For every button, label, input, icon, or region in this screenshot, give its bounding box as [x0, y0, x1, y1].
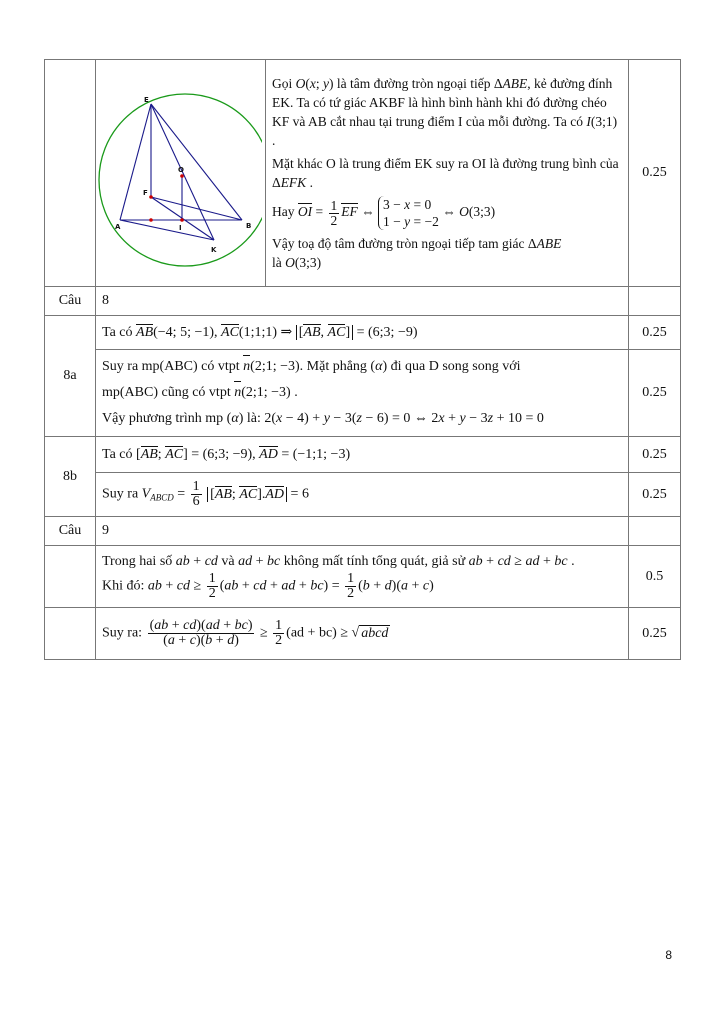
score-cell: 0.25 [629, 60, 681, 287]
empty-cell [45, 608, 96, 660]
para-1: Gọi O(x; y) là tâm đường tròn ngoại tiếp ΔABE, kẻ đường đính EK. Ta có tứ giác AKBF là hình bình hành khi đó đường chéo KF và AB cắt nhau tại trung điểm I của mỗi đường. Ta có I(3;1) . [272, 76, 618, 148]
score-8a-1: 0.25 [629, 316, 681, 350]
row-cau9 [45, 517, 681, 546]
line-8b-1: Ta có [AB; AC] = (6;3; −9), AD = (−1;1; −3) [96, 437, 629, 473]
row-cau8 [45, 287, 681, 316]
row-8b-2 [45, 473, 681, 517]
score-9-2: 0.25 [629, 608, 681, 660]
line-9-2: Suy ra: $\frac{(ab + cd)(ad + bc)}{(a + c)(b + d)}$ ≥ $\frac{1}{2}$ (ad + bc) ≥ √ abcd [96, 608, 629, 660]
line-8a-1: Ta có AB(−4; 5; −1), AC(1;1;1) ⇒ [AB, AC] = (6;3; −9) [96, 316, 629, 350]
cau-label: Câu [45, 517, 96, 546]
label-F: F [143, 189, 148, 197]
cau-label: Câu [45, 287, 96, 316]
row-9-2 [45, 608, 681, 660]
cau-number: 9 [96, 517, 629, 546]
para-4: Vậy toạ độ tâm đường tròn ngoại tiếp tam giác ΔABE là O(3;3) [272, 236, 562, 270]
para-2: Mặt khác O là trung điểm EK suy ra OI là đường trung bình của ΔEFK . [272, 156, 619, 190]
explanation-cell [266, 60, 629, 287]
part-label-8b: 8b [45, 437, 96, 517]
row-8a-1 [45, 316, 681, 350]
label-A: A [115, 223, 121, 231]
empty-score [629, 517, 681, 546]
row-9-1 [45, 546, 681, 608]
score-8a-2: 0.25 [629, 350, 681, 437]
empty-cell [45, 546, 96, 608]
label-O: O [178, 166, 184, 174]
line-8b-2: Suy ra $V_{ABCD}$ = $\frac{1}{6}$ [AB; AC].AD = 6 [96, 473, 629, 517]
geometry-figure [98, 62, 262, 284]
score-8b-2: 0.25 [629, 473, 681, 517]
row-cau7-end [45, 60, 681, 287]
empty-score [629, 287, 681, 316]
score-8b-1: 0.25 [629, 437, 681, 473]
answer-table [44, 59, 681, 660]
label-E: E [144, 96, 149, 104]
line-9-1: Trong hai số ab + cd và ad + bc không mất tính tổng quát, giả sử ab + cd ≥ ad + bc . Khi đó: ab + cd ≥ $\frac{1}{2}$ (ab + cd + ad + bc) = $\frac{1}{2}$ (b + d)(a + c) [96, 546, 629, 608]
circumcircle [99, 94, 262, 266]
part-label-8a: 8a [45, 316, 96, 437]
figure-cell [96, 60, 266, 287]
label-B: B [246, 222, 252, 230]
label-I: I [179, 224, 182, 232]
label-K: K [211, 246, 217, 254]
score-9-1: 0.5 [629, 546, 681, 608]
para-3: Hay OI = $\frac{1}{2}$ EF ⇔ 3 − x = 0 1 − y = −2 ⇔ O(3;3) [272, 197, 496, 229]
page-number: 8 [665, 948, 672, 962]
empty-cell [45, 60, 96, 287]
cau-number: 8 [96, 287, 629, 316]
line-8a-2: Suy ra mp(ABC) có vtpt n(2;1; −3). Mặt phẳng (α) đi qua D song song với mp(ABC) cũng có vtpt n(2;1; −3) . Vậy phương trình mp (α) là: 2(x − 4) + y − 3(z − 6) = 0 ⇔ 2x + y − 3z + 10 = 0 [96, 350, 629, 437]
row-8b-1 [45, 437, 681, 473]
row-8a-2 [45, 350, 681, 437]
